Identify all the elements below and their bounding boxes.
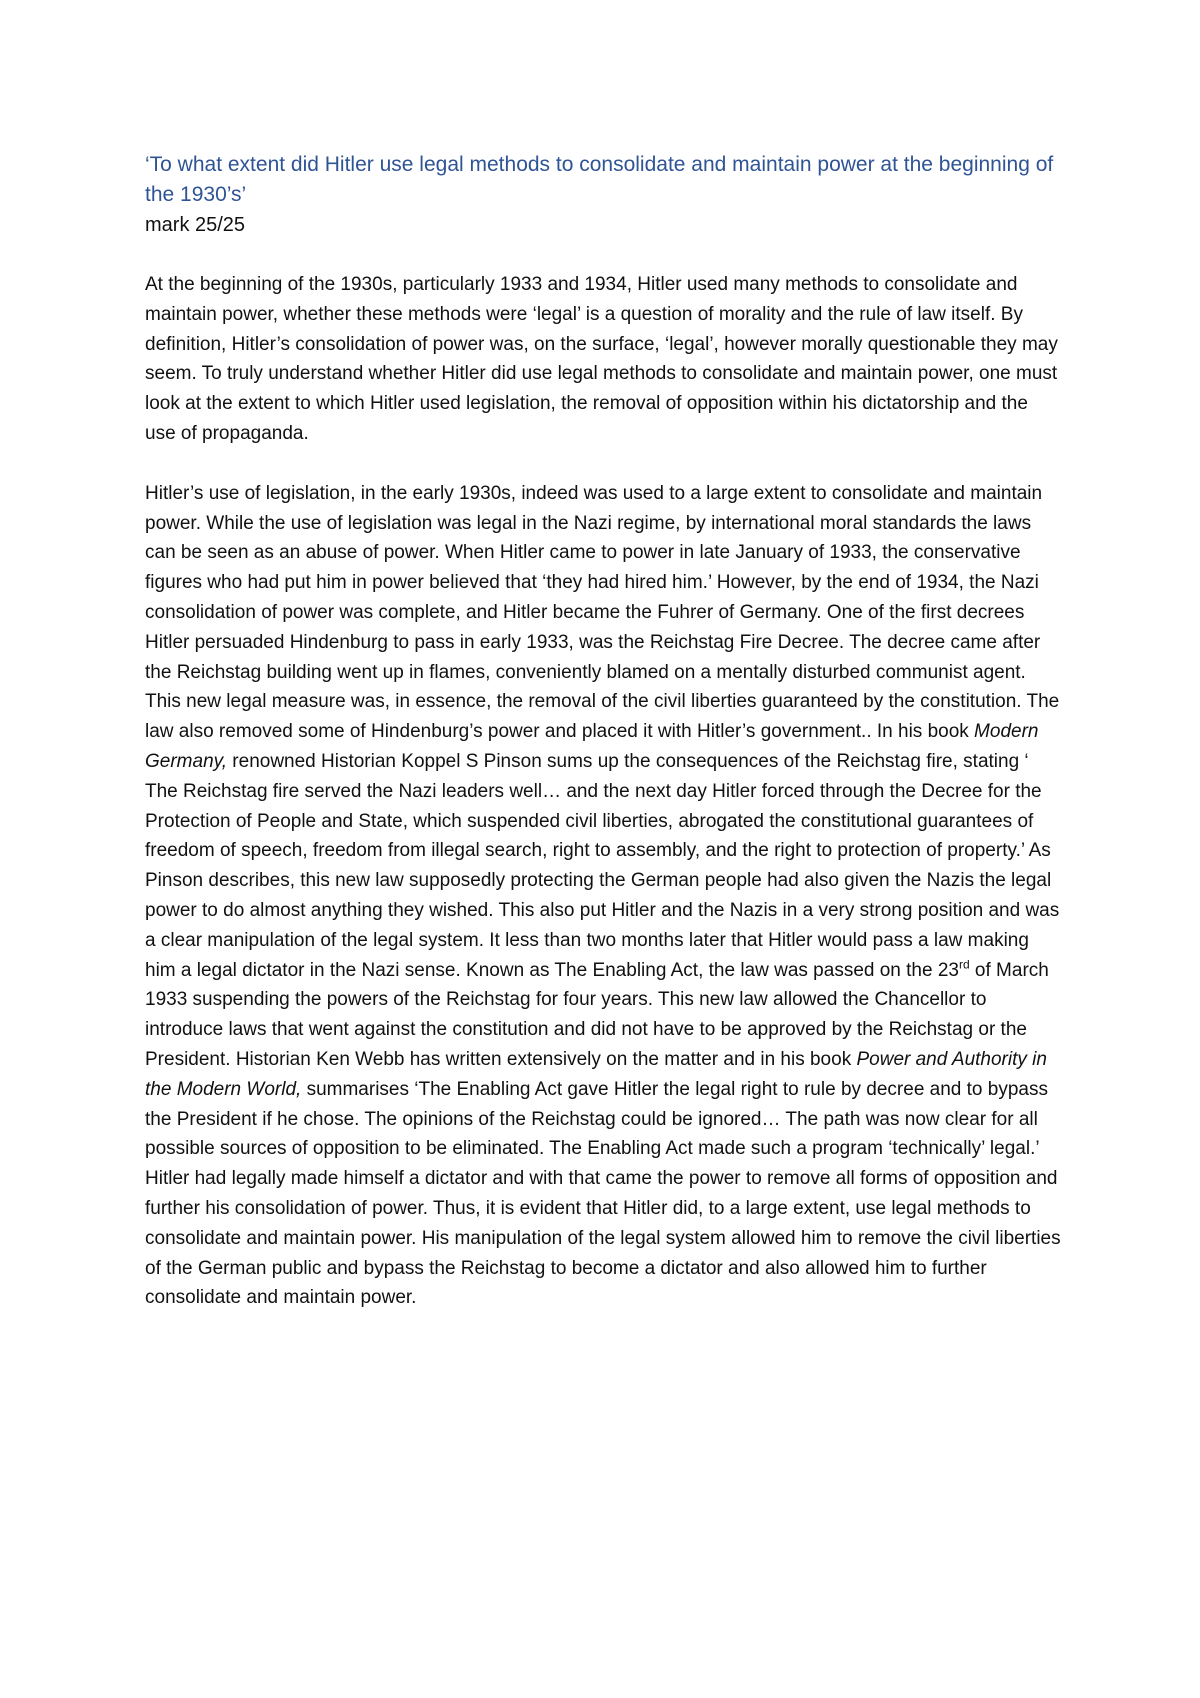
paragraph-text: summarises ‘The Enabling Act gave Hitler the legal right to rule by decree and to bypass the President if he chose. The opinions of the Reichstag could be ignored… The path was now clear for all possible sources of opposition to be eliminated. The Enabling Act made such a program ‘technically’ legal.’ Hitler had legally made himself a dictator and with that came the power to remove all forms of opposition and further his consolidation of power. Thus, it is evident that Hitler did, to a large extent, use legal methods to consolidate and maintain power. His manipulation of the legal system allowed him to remove the civil liberties of the German public and bypass the Reichstag to become a dictator and also allowed him to further consolidate and maintain power. xyxy=(145,1078,1061,1309)
paragraph-intro: At the beginning of the 1930s, particularly 1933 and 1934, Hitler used many methods to consolidate and maintain power, whether these methods were ‘legal’ is a question of morality and the rule of law itself. By definition, Hitler’s consolidation of power was, on the surface, ‘legal’, however morally questionable they may seem. To truly understand whether Hitler did use legal methods to consolidate and maintain power, one must look at the extent to which Hitler used legislation, the removal of opposition within his dictatorship and the use of propaganda. xyxy=(145,274,1058,444)
paragraph-text: of March 1933 suspending the powers of the Reichstag for four years. This new law allowed the Chancellor to introduce laws that went against the constitution and did not have to be approved by the Reichstag or the President. Historian Ken Webb has written extensively on the matter and in his book xyxy=(145,959,1049,1070)
paragraph-text: Hitler’s use of legislation, in the early 1930s, indeed was used to a large extent to consolidate and maintain power. While the use of legislation was legal in the Nazi regime, by international moral standards the laws can be seen as an abuse of power. When Hitler came to power in late January of 1933, the conservative figures who had put him in power believed that ‘they had hired him.’ However, by the end of 1934, the Nazi consolidation of power was complete, and Hitler became the Fuhrer of Germany. One of the first decrees Hitler persuaded Hindenburg to pass in early 1933, was the Reichstag Fire Decree. The decree came after the Reichstag building went up in flames, conveniently blamed on a mentally disturbed communist agent. This new legal measure was, in essence, the removal of the civil liberties guaranteed by the constitution. The law also removed some of Hindenburg’s power and placed it with Hitler’s government.. In his book xyxy=(145,482,1060,743)
essay-mark: mark 25/25 xyxy=(145,214,246,236)
book-title-modern-germany: Modern Germany, xyxy=(145,721,1039,772)
document-body xyxy=(145,150,1063,1313)
book-title-power-and-authority: Power and Authority in the Modern World, xyxy=(145,1048,1047,1100)
essay-title: ‘To what extent did Hitler use legal methods to consolidate and maintain power at the beginning of the 1930’s’ xyxy=(145,153,1054,206)
paragraph-text: renowned Historian Koppel S Pinson sums up the consequences of the Reichstag fire, stating ‘ The Reichstag fire served the Nazi leaders well… and the next day Hitler forced through the Decree for the Protection of People and State, which suspended civil liberties, abrogated the constitutional guarantees of freedom of speech, freedom from illegal search, right to assembly, and the right to protection of property.’ As Pinson describes, this new law supposedly protecting the German people had also given the Nazis the legal power to do almost anything they wished. This also put Hitler and the Nazis in a very strong position and was a clear manipulation of the legal system. It less than two months later that Hitler would pass a law making him a legal dictator in the Nazi sense. Known as The Enabling Act, the law was passed on the 23 xyxy=(145,750,1060,981)
ordinal-suffix: rd xyxy=(958,957,970,972)
paragraph-legislation xyxy=(145,479,1063,1313)
